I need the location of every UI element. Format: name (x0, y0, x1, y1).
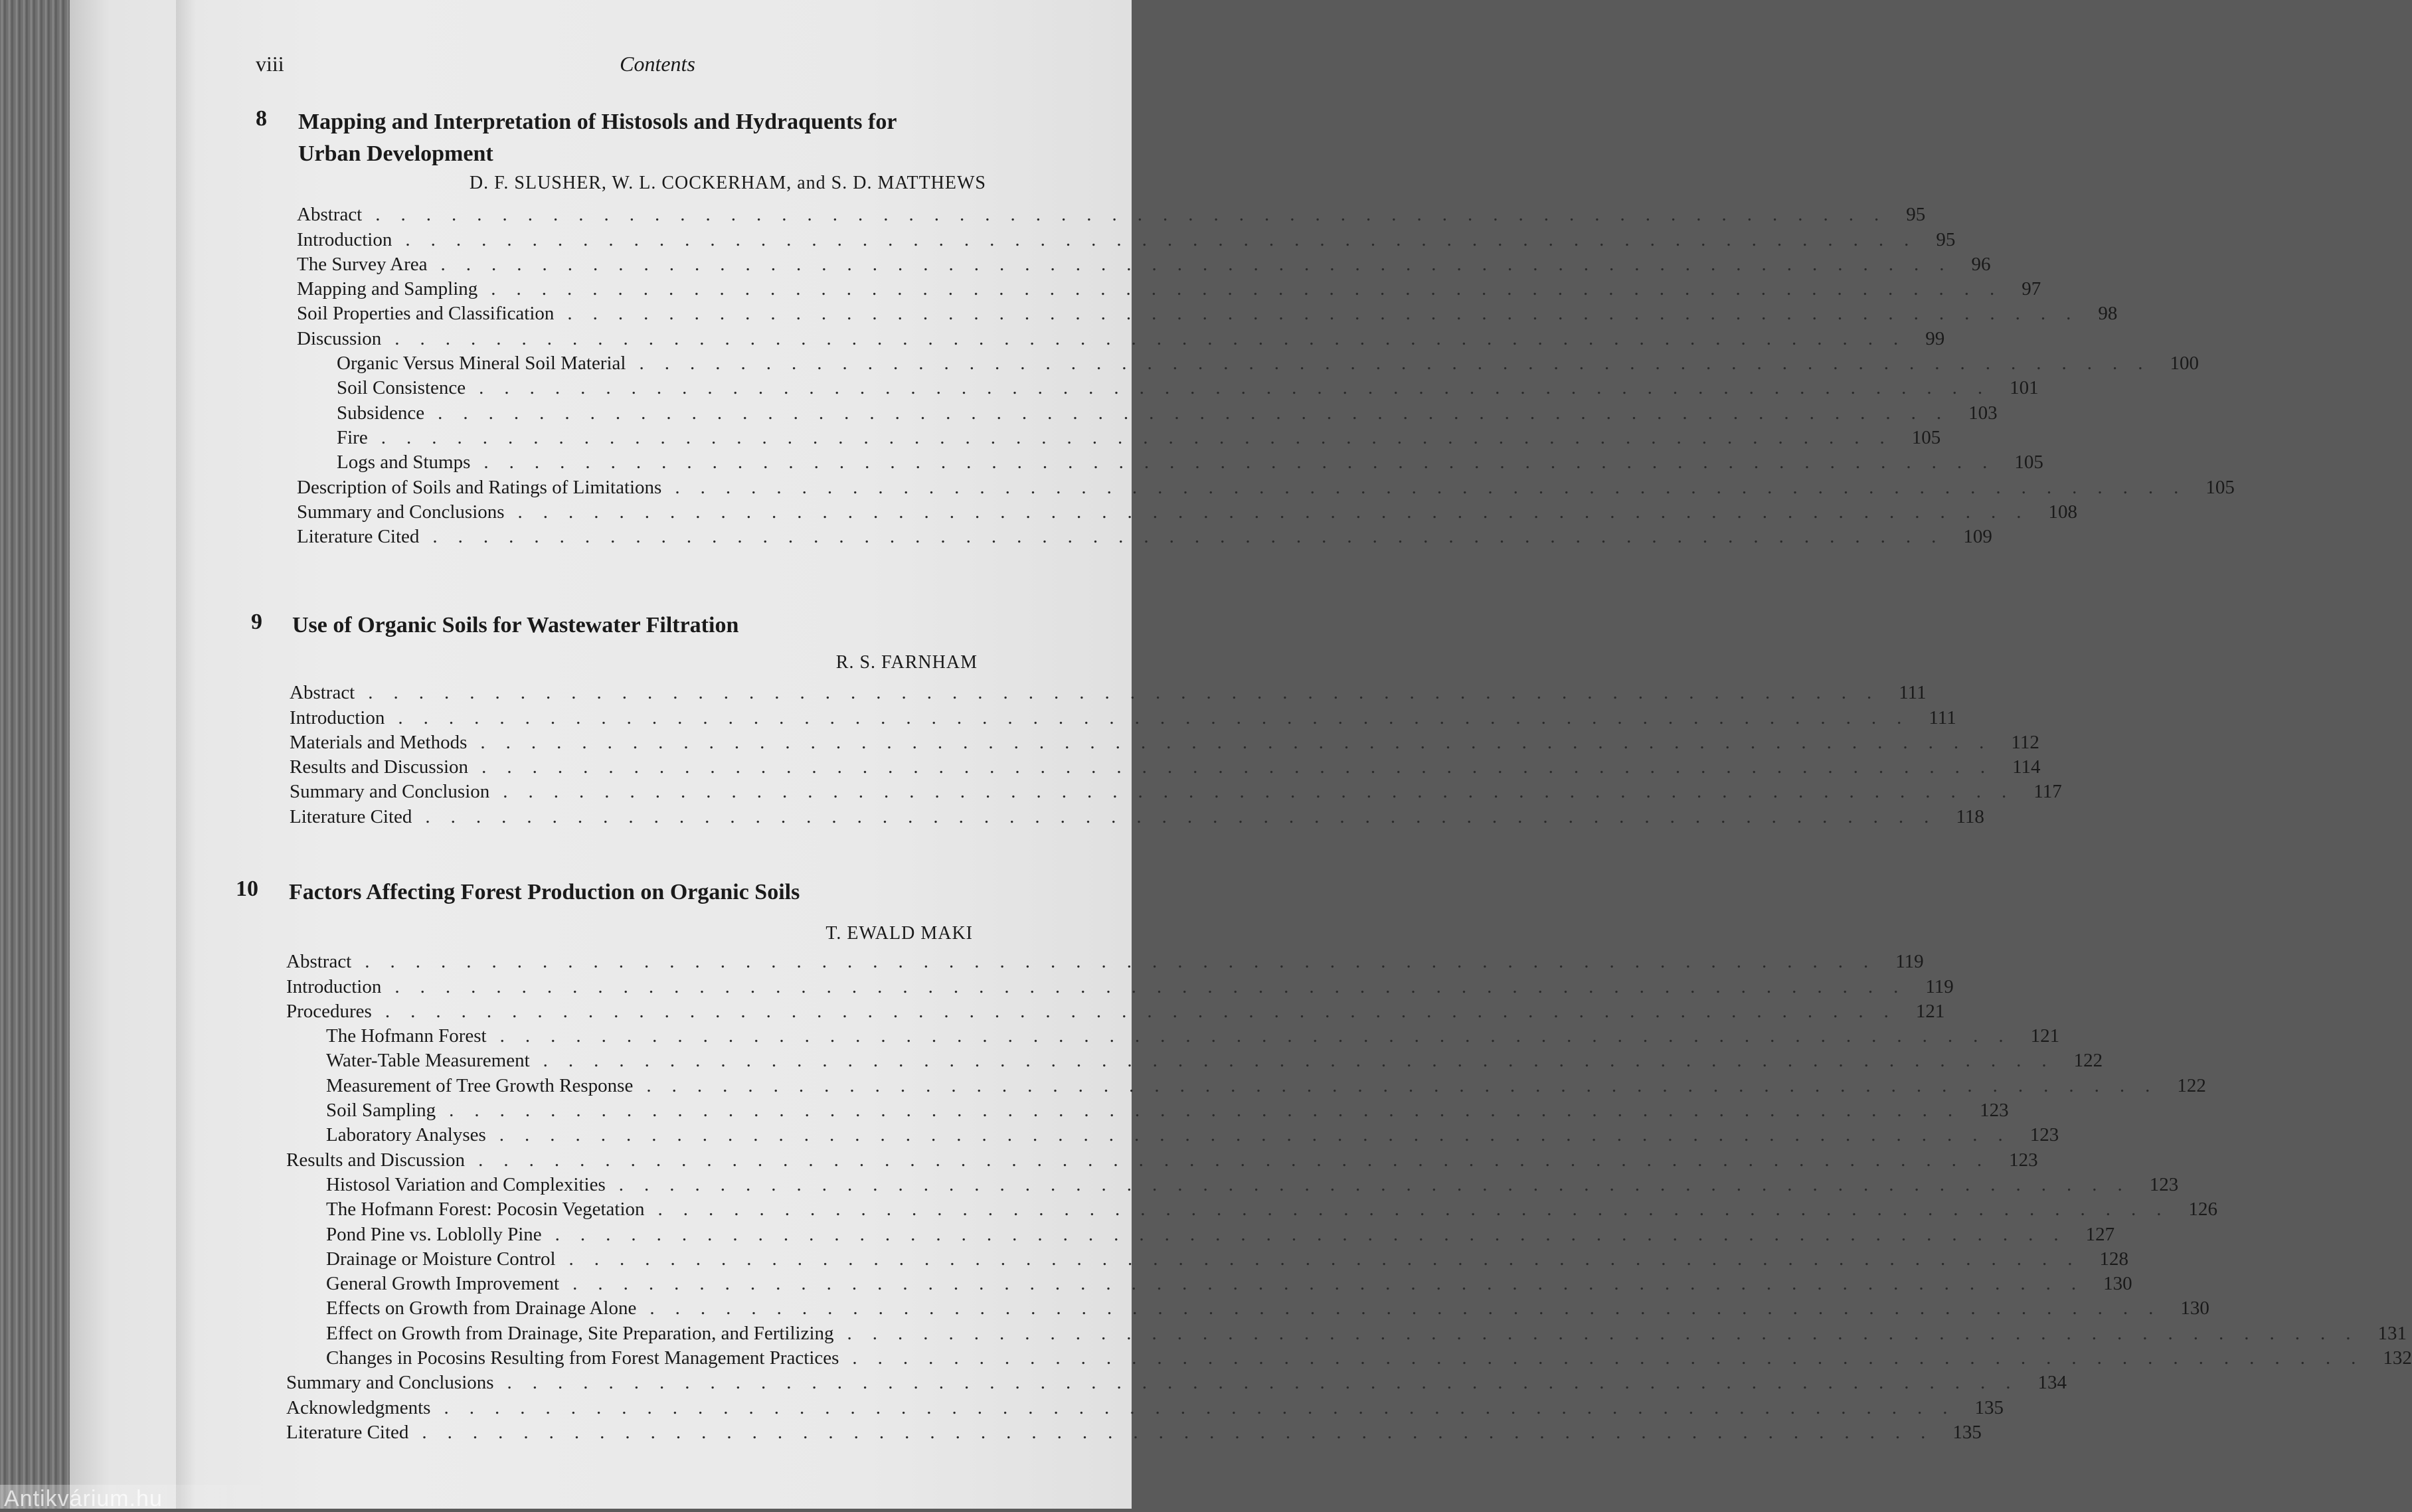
chapter-title (298, 106, 897, 170)
toc-entry-page: 119 (1895, 951, 1924, 973)
dot-leader: ............................................................ (425, 805, 1950, 827)
toc-entry (286, 1122, 2059, 1146)
chapter-authors: R. S. FARNHAM (835, 652, 978, 673)
toc-entry-page: 134 (2037, 1372, 2067, 1394)
toc-entry-label: Water-Table Measurement (326, 1050, 530, 1072)
toc-entry-label: Fire (337, 426, 368, 448)
toc-entry-label: Summary and Conclusion (290, 781, 490, 803)
chapter-8 (256, 106, 2235, 558)
dot-leader: ............................................................ (479, 377, 2004, 399)
toc-entry-page: 121 (2030, 1025, 2060, 1047)
chapter-title-line: Urban Development (298, 141, 493, 166)
toc-entry-list (297, 201, 2235, 548)
toc-entry-label: Description of Soils and Ratings of Limitations (297, 476, 662, 498)
toc-entry (286, 948, 1924, 973)
toc-entry (286, 1419, 1982, 1444)
toc-entry-page: 122 (2177, 1074, 2206, 1096)
toc-entry-label: Subsidence (337, 402, 425, 424)
chapter-authors: D. F. SLUSHER, W. L. COCKERHAM, and S. D. MATTHEWS (469, 173, 986, 193)
toc-entry-list (290, 679, 2062, 828)
toc-entry (286, 1295, 2209, 1319)
dot-leader: ............................................................ (449, 1100, 1974, 1122)
dot-leader: ............................................................ (568, 1248, 2093, 1270)
dot-leader: ............................................................ (503, 781, 2027, 803)
toc-entry-page: 130 (2103, 1273, 2132, 1295)
chapter-9 (251, 610, 2062, 842)
toc-entry-label: Literature Cited (290, 805, 412, 827)
toc-entry (297, 251, 1991, 276)
toc-entry (290, 704, 1956, 728)
toc-entry (290, 679, 1927, 704)
toc-entry (297, 499, 2078, 523)
toc-entry-page: 95 (1906, 204, 1926, 226)
toc-entry-page: 135 (1952, 1421, 1982, 1443)
dot-leader: ............................................................ (481, 756, 2006, 778)
watermark-band (0, 1485, 279, 1509)
toc-entry-label: Results and Discussion (290, 756, 469, 778)
toc-entry-page: 123 (1980, 1100, 2009, 1122)
dot-leader: ............................................................ (483, 452, 2008, 473)
toc-entry (297, 375, 2039, 399)
toc-entry-label: Summary and Conclusions (297, 501, 505, 523)
toc-entry (286, 1345, 2412, 1369)
toc-entry-label: Measurement of Tree Growth Response (326, 1074, 634, 1096)
toc-entry-label: The Hofmann Forest: Pocosin Vegetation (326, 1199, 645, 1220)
toc-entry-label: Soil Consistence (337, 377, 466, 399)
dot-leader: ............................................................ (491, 278, 2016, 300)
toc-entry-page: 101 (2010, 377, 2039, 399)
toc-entry (286, 1146, 2038, 1171)
toc-entry-page: 126 (2188, 1199, 2218, 1220)
dot-leader: ............................................................ (517, 501, 2042, 523)
toc-entry-label: Summary and Conclusions (286, 1372, 494, 1394)
toc-entry (290, 729, 2039, 754)
toc-entry-page: 105 (2014, 452, 2043, 473)
toc-entry-page: 111 (1899, 682, 1927, 704)
dot-leader: ............................................................ (365, 951, 1889, 973)
toc-entry (297, 449, 2043, 473)
toc-entry (297, 523, 1992, 548)
toc-entry-page: 119 (1925, 975, 1954, 997)
page-gutter-shadow (176, 0, 196, 1509)
dot-leader: ............................................................ (394, 327, 1919, 349)
dot-leader: ............................................................ (657, 1199, 2182, 1220)
dot-leader: ............................................................ (543, 1050, 2067, 1072)
chapter-title-line: Factors Affecting Forest Production on Organic Soils (289, 880, 800, 904)
toc-entry-page: 123 (2149, 1173, 2179, 1195)
toc-entry-label: Materials and Methods (290, 731, 468, 753)
toc-entry-page: 108 (2048, 501, 2078, 523)
toc-entry-label: Changes in Pocosins Resulting from Forest Management Practices (326, 1347, 839, 1369)
dot-leader: ............................................................ (405, 228, 1930, 250)
toc-entry-label: Acknowledgments (286, 1396, 431, 1418)
toc-entry-label: Literature Cited (286, 1421, 409, 1443)
dot-leader: ............................................................ (398, 707, 1923, 728)
toc-entry (297, 399, 1998, 424)
dot-leader: ............................................................ (675, 476, 2199, 498)
dot-leader: ............................................................ (385, 1000, 1909, 1022)
dot-leader: ............................................................ (480, 731, 2005, 753)
toc-entry-page: 105 (1911, 426, 1941, 448)
page-header (256, 52, 1059, 85)
toc-entry-page: 117 (2033, 781, 2062, 803)
toc-entry-page: 130 (2180, 1298, 2209, 1319)
toc-entry (297, 325, 1945, 349)
dot-leader: ............................................................ (639, 353, 2164, 375)
dot-leader: ............................................................ (572, 1273, 2097, 1295)
toc-entry-label: Procedures (286, 1000, 372, 1022)
toc-entry (290, 803, 1984, 827)
toc-entry (297, 424, 1941, 449)
toc-entry-page: 96 (1971, 253, 1991, 275)
watermark-text: Antikvárium.hu (4, 1486, 163, 1511)
dot-leader: ............................................................ (499, 1124, 2024, 1146)
toc-entry-label: Introduction (297, 228, 392, 250)
dot-leader: ............................................................ (555, 1223, 2079, 1245)
toc-entry-label: Introduction (286, 975, 382, 997)
toc-entry-page: 103 (1968, 402, 1998, 424)
toc-entry (286, 1270, 2132, 1295)
dot-leader: ............................................................ (438, 402, 1962, 424)
toc-entry (286, 1047, 2103, 1072)
toc-entry-label: Logs and Stumps (337, 452, 471, 473)
dot-leader: ............................................................ (368, 682, 1893, 704)
toc-entry (297, 201, 1926, 226)
toc-entry (297, 226, 1956, 250)
toc-entry (286, 1246, 2129, 1270)
toc-entry (286, 1097, 2009, 1122)
toc-entry-label: Laboratory Analyses (326, 1124, 486, 1146)
toc-entry-page: 100 (2170, 353, 2199, 375)
toc-entry (286, 1196, 2218, 1220)
toc-entry-page: 118 (1956, 805, 1984, 827)
dot-leader: ............................................................ (478, 1149, 2003, 1171)
toc-entry-label: Literature Cited (297, 526, 420, 548)
dot-leader: ............................................................ (618, 1173, 2143, 1195)
toc-entry-label: Soil Properties and Classification (297, 303, 555, 325)
toc-entry-page: 135 (1974, 1396, 2004, 1418)
toc-entry-label: Effects on Growth from Drainage Alone (326, 1298, 637, 1319)
dot-leader: ............................................................ (649, 1298, 2174, 1319)
toc-entry (290, 778, 2062, 803)
toc-entry (286, 973, 1954, 997)
dot-leader: ............................................................ (646, 1074, 2171, 1096)
toc-entry-page: 114 (2012, 756, 2041, 778)
toc-entry-page: 122 (2073, 1050, 2103, 1072)
toc-entry-label: Mapping and Sampling (297, 278, 478, 300)
dot-leader: ............................................................ (422, 1421, 1946, 1443)
toc-entry-label: Pond Pine vs. Loblolly Pine (326, 1223, 542, 1245)
toc-entry-label: Introduction (290, 707, 385, 728)
dot-leader: ............................................................ (432, 526, 1957, 548)
dot-leader: ............................................................ (499, 1025, 2024, 1047)
chapter-title-line: Mapping and Interpretation of Histosols and Hydraquents for (298, 110, 897, 134)
toc-entry-label: Results and Discussion (286, 1149, 466, 1171)
toc-entry-label: Histosol Variation and Complexities (326, 1173, 606, 1195)
toc-entry-page: 131 (2377, 1322, 2407, 1344)
dot-leader: ............................................................ (847, 1322, 2371, 1344)
dot-leader: ............................................................ (381, 426, 1905, 448)
toc-entry-page: 123 (2029, 1124, 2059, 1146)
toc-entry-page: 109 (1963, 526, 1992, 548)
chapter-title-line: Use of Organic Soils for Wastewater Filtration (292, 613, 739, 637)
toc-entry-label: Abstract (290, 682, 355, 704)
toc-entry-page: 123 (2009, 1149, 2038, 1171)
toc-entry-label: Soil Sampling (326, 1100, 436, 1122)
toc-entry-label: The Hofmann Forest (326, 1025, 487, 1047)
toc-entry (286, 1369, 2067, 1394)
dot-leader: ............................................................ (444, 1396, 1968, 1418)
dot-leader: ............................................................ (394, 975, 1919, 997)
toc-entry-list (286, 948, 2412, 1444)
book-spine-edge (0, 0, 73, 1509)
chapter-number: 8 (256, 106, 267, 131)
dot-leader: ............................................................ (375, 204, 1900, 226)
dot-leader: ............................................................ (440, 253, 1965, 275)
toc-entry-label: Effect on Growth from Drainage, Site Preparation, and Fertilizing (326, 1322, 834, 1344)
toc-entry (286, 998, 1945, 1023)
toc-entry-label: The Survey Area (297, 253, 428, 275)
chapter-10 (236, 877, 2412, 1474)
toc-entry (286, 1072, 2206, 1096)
toc-entry (286, 1220, 2115, 1245)
toc-entry-label: Abstract (297, 204, 363, 226)
page-number: viii (256, 52, 284, 76)
toc-entry-label: Abstract (286, 951, 352, 973)
toc-entry-page: 112 (2011, 731, 2039, 753)
toc-entry (286, 1171, 2179, 1196)
toc-entry (286, 1023, 2060, 1047)
toc-entry (297, 300, 2118, 325)
toc-entry-label: General Growth Improvement (326, 1273, 560, 1295)
chapter-authors: T. EWALD MAKI (825, 923, 973, 944)
toc-entry-page: 132 (2383, 1347, 2412, 1369)
chapter-number: 9 (251, 610, 262, 634)
toc-entry-page: 128 (2099, 1248, 2129, 1270)
chapter-title (292, 610, 738, 641)
toc-entry (286, 1319, 2407, 1344)
toc-entry-page: 98 (2098, 303, 2118, 325)
toc-entry (297, 276, 2041, 300)
toc-entry-page: 121 (1915, 1000, 1945, 1022)
chapter-number: 10 (236, 877, 258, 901)
dot-leader: ............................................................ (567, 303, 2092, 325)
chapter-title (289, 877, 800, 908)
dot-leader: ............................................................ (507, 1372, 2031, 1394)
toc-entry-label: Organic Versus Mineral Soil Material (337, 353, 626, 375)
toc-entry-page: 95 (1936, 228, 1956, 250)
toc-entry-label: Discussion (297, 327, 382, 349)
toc-entry-page: 127 (2085, 1223, 2115, 1245)
toc-entry (290, 754, 2041, 778)
toc-entry-page: 105 (2205, 476, 2235, 498)
toc-entry-page: 111 (1929, 707, 1956, 728)
toc-entry (297, 350, 2199, 375)
toc-entry-page: 97 (2022, 278, 2041, 300)
running-title: Contents (620, 52, 695, 76)
toc-entry (297, 473, 2235, 498)
toc-entry (286, 1394, 2004, 1418)
toc-entry-label: Drainage or Moisture Control (326, 1248, 556, 1270)
toc-entry-page: 99 (1925, 327, 1945, 349)
dot-leader: ............................................................ (852, 1347, 2377, 1369)
